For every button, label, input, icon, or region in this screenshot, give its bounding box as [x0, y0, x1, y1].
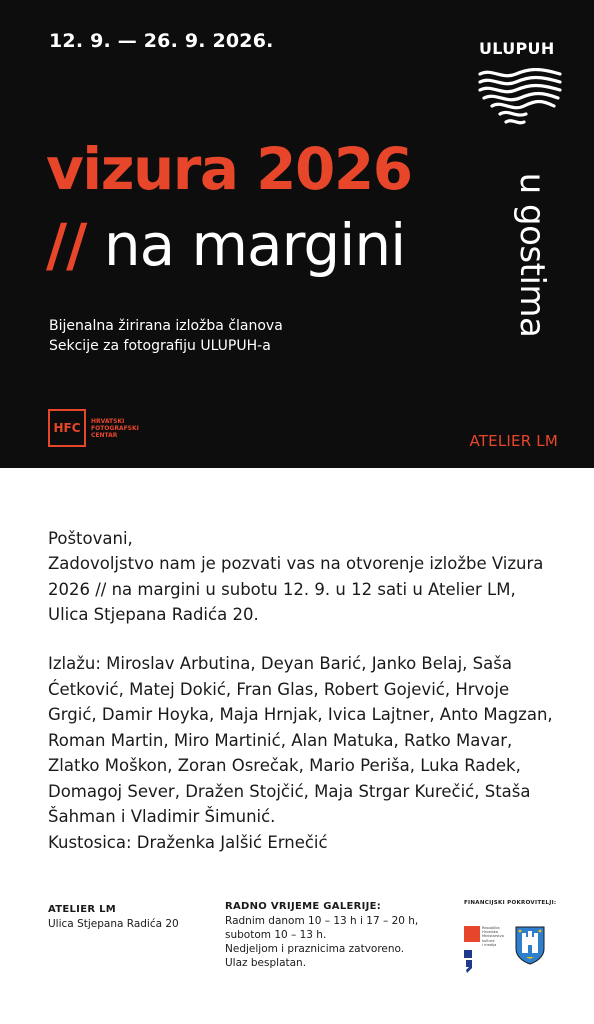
ministry-text-line: kulture	[482, 938, 495, 943]
exhibition-dates: 12. 9. — 26. 9. 2026.	[49, 30, 274, 52]
ministry-logo-text	[482, 926, 514, 947]
exhibition-title-line1: vizura 2026	[46, 135, 412, 203]
sponsor-label: FINANCIJSKI POKROVITELJI:	[464, 900, 557, 906]
ulupuh-logo-text: ULUPUH	[479, 39, 555, 58]
footer-hours-line: Nedjeljom i praznicima zatvoreno.	[225, 943, 405, 955]
title-rest: na margini	[103, 211, 406, 279]
hfc-name-line: HRVATSKI	[91, 417, 125, 425]
venue-label: ATELIER LM	[469, 432, 558, 450]
vertical-text-wrapper	[500, 150, 564, 360]
subtitle-line2: Sekcije za fotografiju ULUPUH-a	[49, 338, 271, 354]
title-slashes: //	[46, 211, 87, 279]
letter-greeting: Poštovani,	[48, 529, 133, 548]
footer-venue-title: ATELIER LM	[48, 904, 117, 915]
ministry-text-line: Republika	[482, 926, 500, 930]
exhibition-subtitle	[49, 316, 283, 356]
letter-invitation: Zadovoljstvo nam je pozvati vas na otvorenje izložbe Vizura 2026 // na margini u subotu 12. 9. u 12 sati u Atelier LM, Ulica Stjepana Radića 20.	[48, 554, 544, 624]
footer-hours-line: Radnim danom 10 – 13 h i 17 – 20 h,	[225, 915, 419, 927]
footer-venue-address: Ulica Stjepana Radića 20	[48, 918, 179, 930]
exhibition-title-line2	[46, 211, 406, 279]
subtitle-line1: Bijenalna žirirana izložba članova	[49, 318, 283, 334]
footer-venue	[48, 903, 179, 931]
hfc-logo-name	[91, 418, 151, 439]
footer-hours-line: subotom 10 – 13 h.	[225, 929, 327, 941]
hfc-name-line: CENTAR	[91, 431, 118, 439]
letter-artists: Izlažu: Miroslav Arbutina, Deyan Barić, Janko Belaj, Saša Ćetković, Matej Dokić, Fran Glas, Robert Gojević, Hrvoje Grgić, Damir Hoyka, Maja Hrnjak, Ivica Lajtner, Anto Magzan, Roman Martin, Miro Martinić, Alan Matuka, Ratko Mavar, Zlatko Moškon, Zoran Osrečak, Mario Periša, Luka Radek, Domagoj Sever, Dražen Stojčić, Maja Strgar Kurečić, Staša Šahman i Vladimir Šimunić.	[48, 654, 553, 826]
footer-hours-title: RADNO VRIJEME GALERIJE:	[225, 901, 382, 912]
hfc-name-line: FOTOGRAFSKI	[91, 424, 139, 432]
u-gostima-vertical-text: u gostima	[512, 172, 552, 338]
hfc-logo-mark: HFC	[48, 409, 86, 447]
ministry-text-line: i medija	[482, 942, 497, 947]
hfc-logo	[48, 409, 151, 447]
city-coat-of-arms-icon	[514, 925, 546, 965]
exhibition-banner	[0, 0, 594, 468]
footer-hours-line: Ulaz besplatan.	[225, 957, 307, 969]
ministry-text-line: Ministarstvo	[482, 934, 504, 939]
ministry-text-line: Hrvatska	[482, 930, 499, 935]
ulupuh-wave-icon	[478, 68, 562, 130]
letter-curator: Kustosica: Draženka Jalšić Ernečić	[48, 833, 328, 852]
footer-hours	[225, 900, 418, 970]
